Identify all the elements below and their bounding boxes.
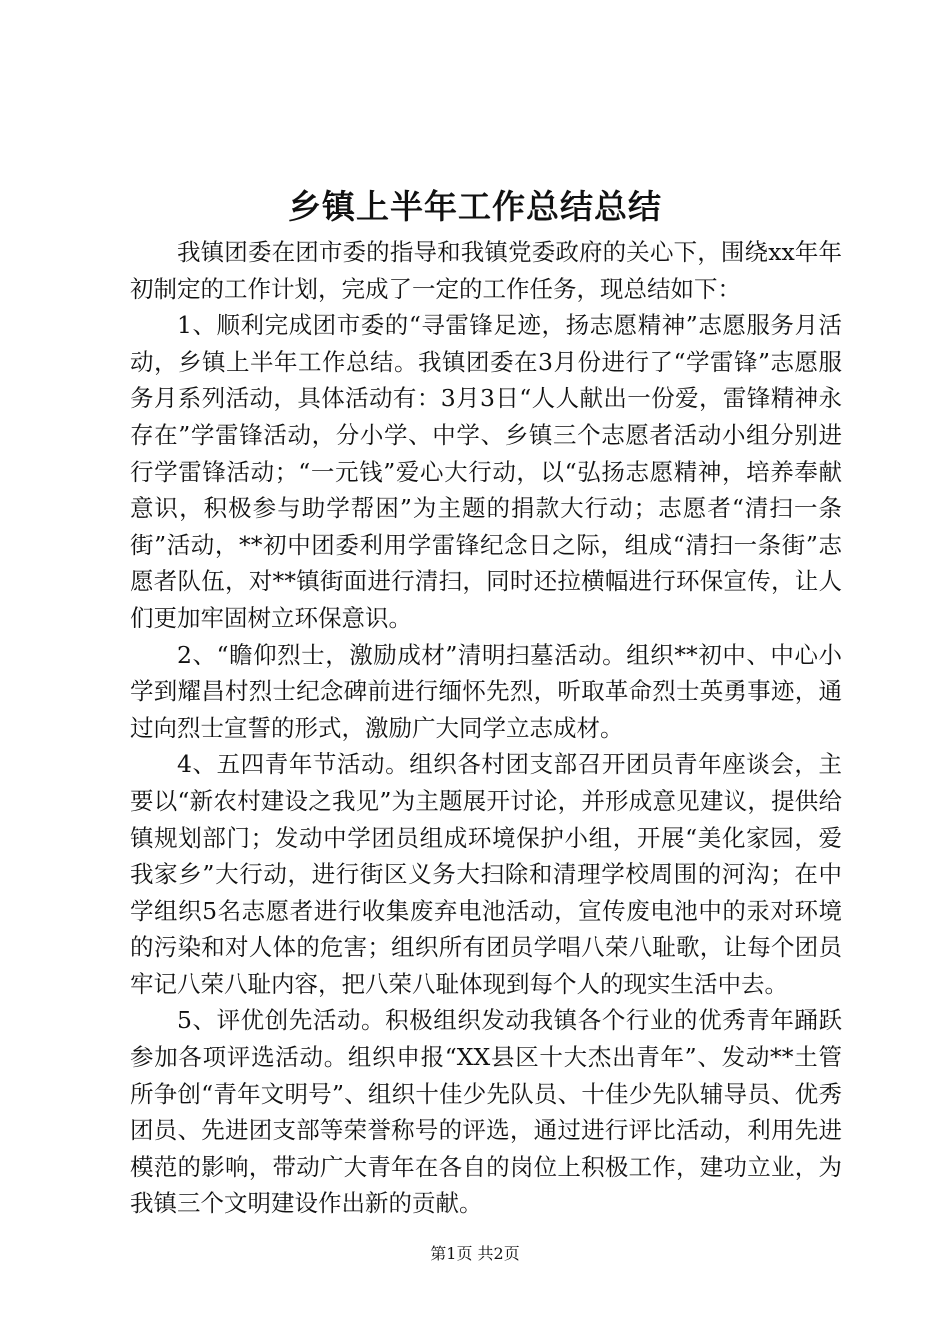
page-number-footer: 第1页 共2页 bbox=[430, 1244, 520, 1263]
paragraph-intro: 我镇团委在团市委的指导和我镇党委政府的关心下，围绕xx年年初制定的工作计划，完成了一定的工作任务，现总结如下： bbox=[130, 238, 842, 303]
paragraph-item-1: 1、顺利完成团市委的“寻雷锋足迹，扬志愿精神”志愿服务月活动，乡镇上半年工作总结。我镇团委在3月份进行了“学雷锋”志愿服务月系列活动，具体活动有：3月3日“人人献出一份爱，雷锋精神永存在”学雷锋活动，分小学、中学、乡镇三个志愿者活动小组分别进行学雷锋活动；“一元钱”爱心大行动，以“弘扬志愿精神，培养奉献意识，积极参与助学帮困”为主题的捐款大行动；志愿者“清扫一条街”活动，**初中团委利用学雷锋纪念日之际，组成“清扫一条街”志愿者队伍，对**镇街面进行清扫，同时还拉横幅进行环保宣传，让人们更加牢固树立环保意识。 bbox=[130, 311, 842, 632]
paragraph-item-5: 5、评优创先活动。积极组织发动我镇各个行业的优秀青年踊跃参加各项评选活动。组织申报“XX县区十大杰出青年”、发动**土管所争创“青年文明号”、组织十佳少先队员、十佳少先队辅导员、优秀团员、先进团支部等荣誉称号的评选，通过进行评比活动，利用先进模范的影响，带动广大青年在各自的岗位上积极工作，建功立业，为我镇三个文明建设作出新的贡献。 bbox=[130, 1006, 842, 1218]
paragraph-item-4: 4、五四青年节活动。组织各村团支部召开团员青年座谈会，主要以“新农村建设之我见”为主题展开讨论，并形成意见建议，提供给镇规划部门；发动中学团员组成环境保护小组，开展“美化家园，爱我家乡”大行动，进行街区义务大扫除和清理学校周围的河沟；在中学组织5名志愿者进行收集废弃电池活动，宣传废电池中的汞对环境的污染和对人体的危害；组织所有团员学唱八荣八耻歌，让每个团员牢记八荣八耻内容，把八荣八耻体现到每个人的现实生活中去。 bbox=[130, 750, 842, 998]
document-title: 乡镇上半年工作总结总结 bbox=[288, 187, 662, 226]
paragraph-item-2: 2、“瞻仰烈士，激励成材”清明扫墓活动。组织**初中、中心小学到耀昌村烈士纪念碑前进行缅怀先烈，听取革命烈士英勇事迹，通过向烈士宣誓的形式，激励广大同学立志成材。 bbox=[130, 640, 842, 742]
document-body bbox=[130, 234, 842, 1222]
